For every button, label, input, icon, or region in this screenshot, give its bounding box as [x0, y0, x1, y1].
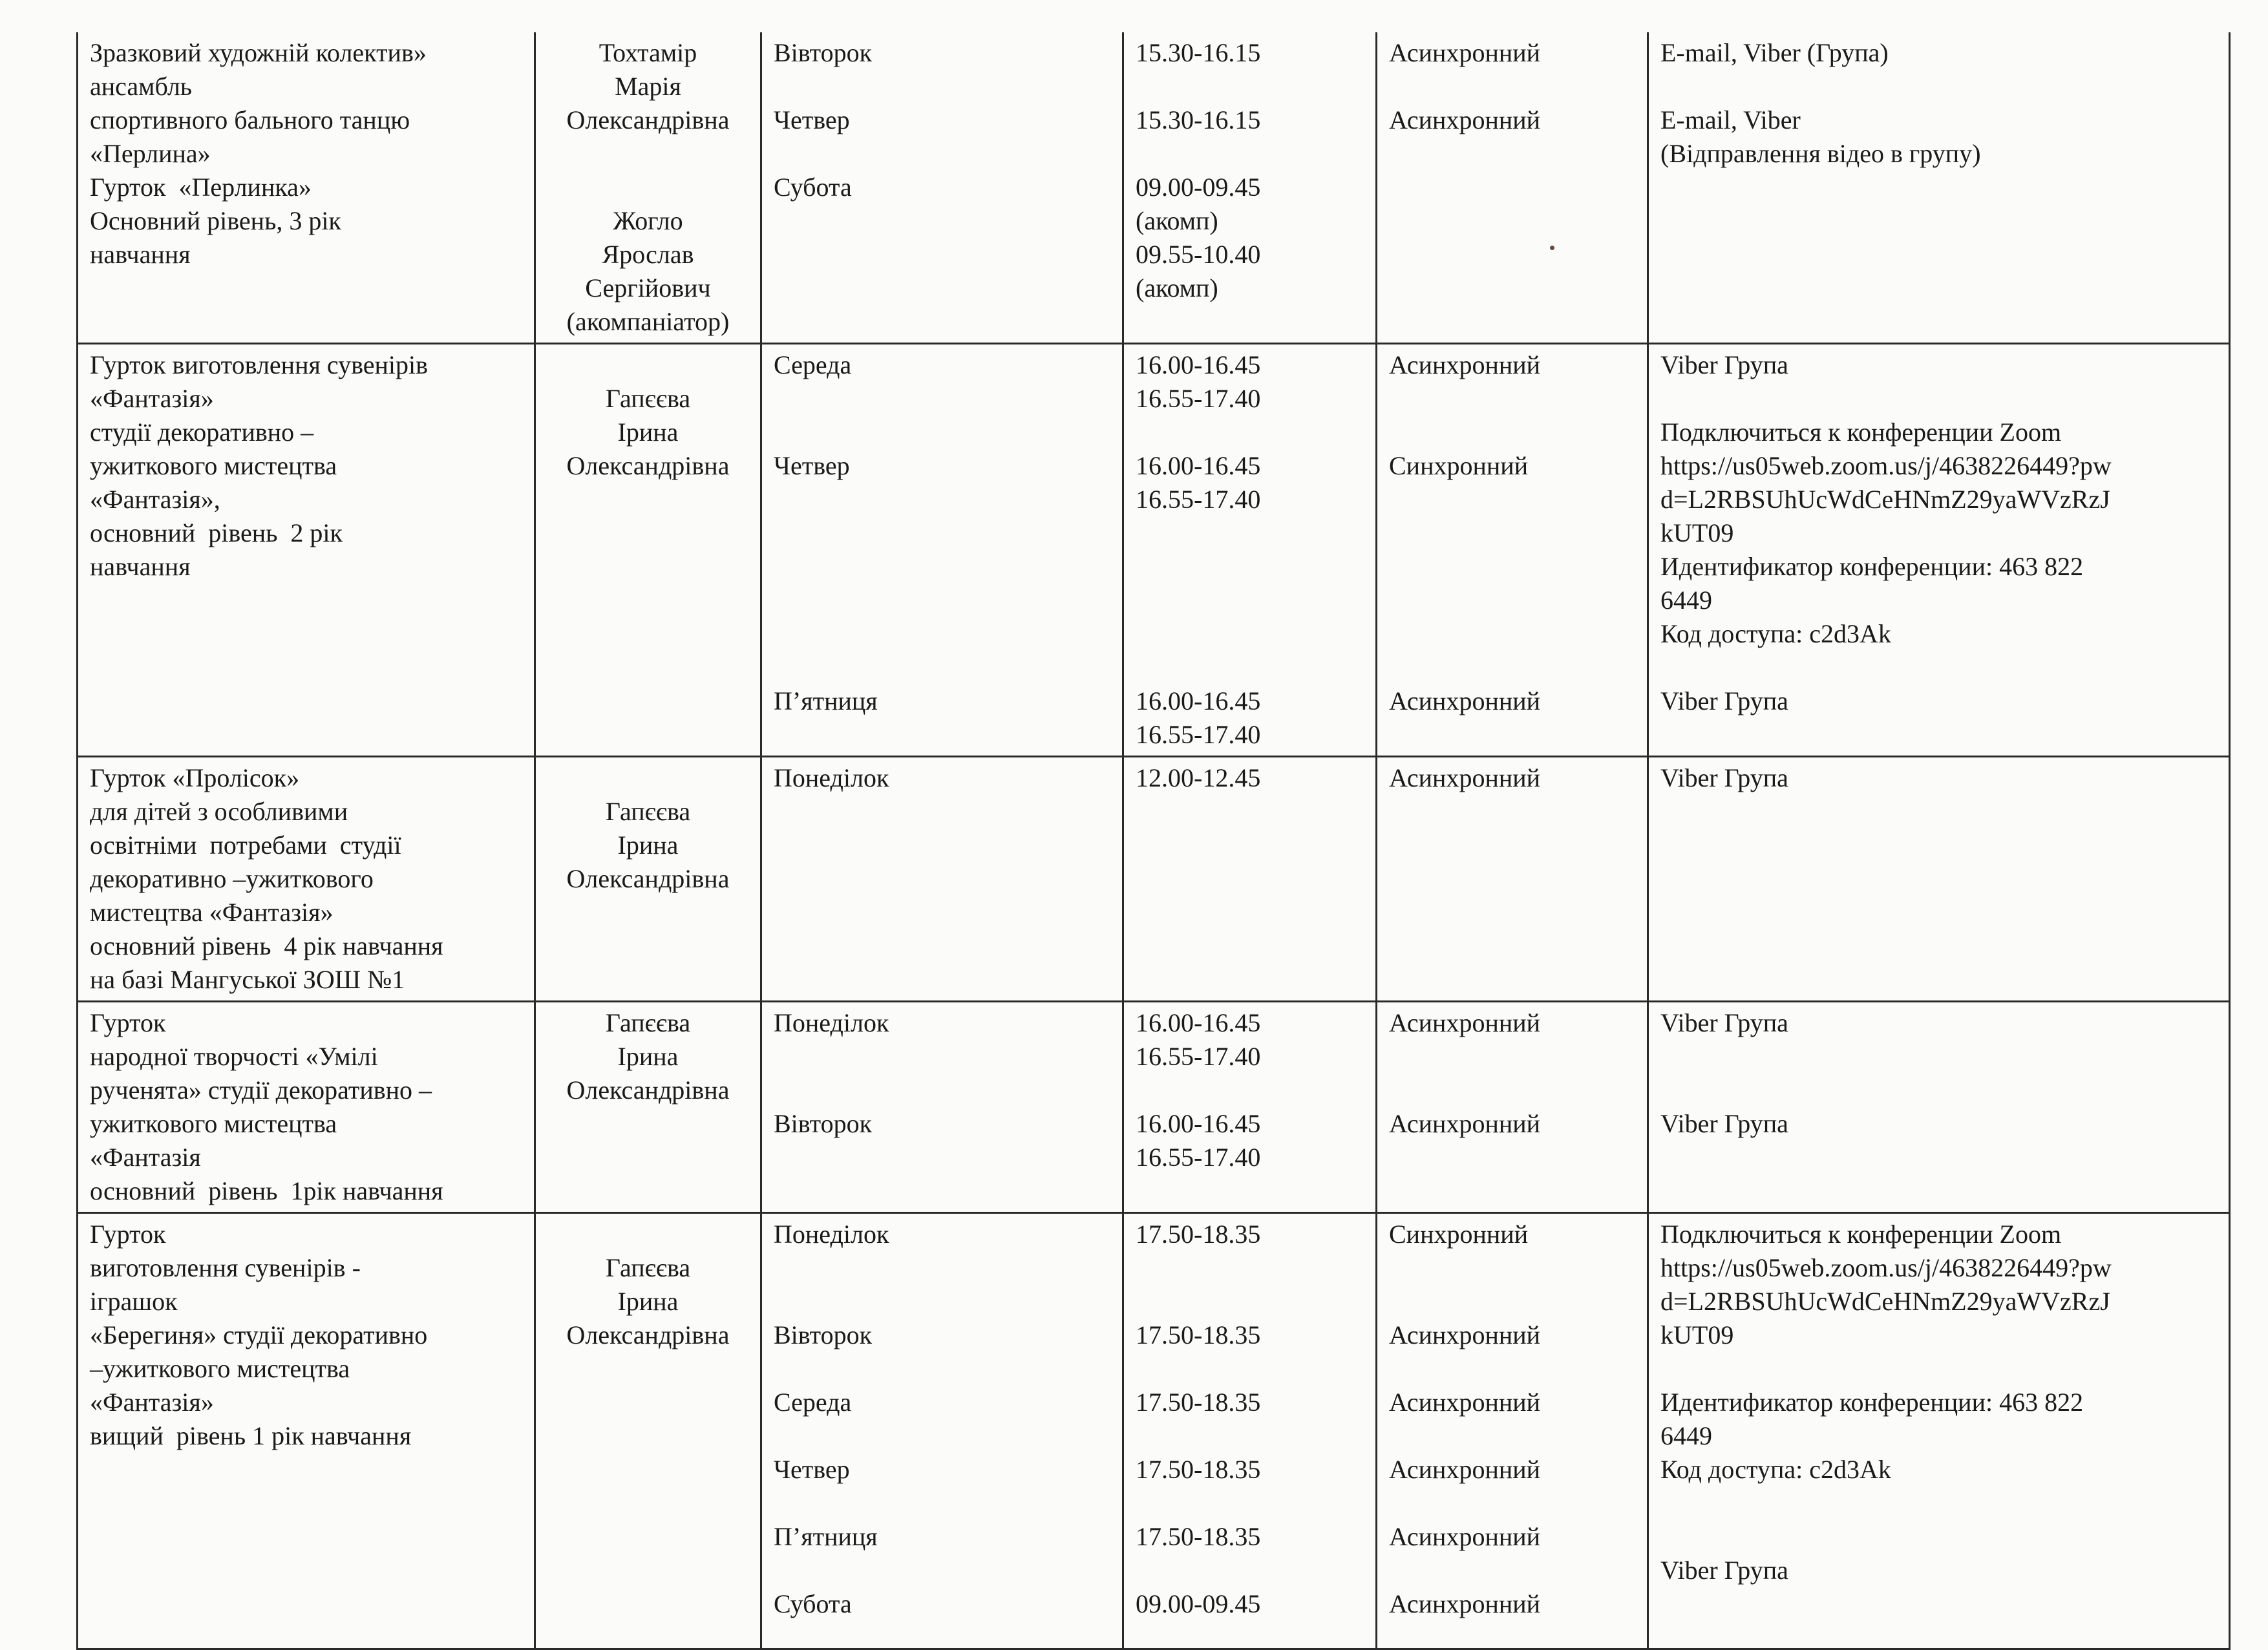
cell-line: 15.30-16.15	[1136, 105, 1261, 134]
cell-line: 6449	[1660, 586, 1712, 615]
day-cell	[761, 1213, 1123, 1649]
cell-line: Синхронний	[1389, 451, 1529, 480]
cell-line: 16.55-17.40	[1136, 485, 1261, 514]
day-cell	[761, 757, 1123, 1002]
cell-line: Синхронний	[1389, 1220, 1529, 1249]
cell-line: 17.50-18.35	[1136, 1220, 1261, 1249]
cell-line: Асинхронний	[1389, 350, 1541, 379]
cell-line	[774, 1040, 1110, 1074]
cell-line	[1389, 1285, 1635, 1318]
cell-line	[1136, 584, 1364, 617]
cell-line: на базі Мангуської ЗОШ №1	[90, 965, 405, 994]
cell-line: Ірина	[617, 1287, 679, 1316]
cell-line	[1136, 70, 1364, 103]
cell-line: студії декоративно –	[90, 418, 314, 447]
cell-line: навчання	[90, 240, 191, 269]
cell-line	[774, 584, 1110, 617]
cell-line: Вівторок	[774, 1320, 873, 1349]
cell-line: 16.55-17.40	[1136, 1042, 1261, 1071]
cell-line	[547, 348, 748, 382]
cell-line	[774, 1251, 1110, 1285]
cell-line: Вівторок	[774, 38, 873, 67]
cell-line	[774, 1285, 1110, 1318]
cell-line: Понеділок	[774, 1220, 889, 1249]
cell-line: Асинхронний	[1389, 1522, 1541, 1551]
cell-line	[1389, 1419, 1635, 1453]
link-cell	[1648, 344, 2230, 757]
cell-line	[1136, 137, 1364, 171]
schedule-sheet	[76, 32, 2229, 1618]
cell-line	[1389, 1554, 1635, 1587]
cell-line	[1389, 1486, 1635, 1520]
table-row	[78, 32, 2230, 344]
cell-line	[1136, 1554, 1364, 1587]
cell-line	[1136, 1251, 1364, 1285]
link-cell	[1648, 32, 2230, 344]
cell-line	[774, 382, 1110, 416]
cell-line: kUT09	[1660, 1320, 1734, 1349]
day-cell	[761, 1002, 1123, 1213]
cell-line: Ярослав	[602, 240, 694, 269]
cell-line: Ірина	[617, 830, 679, 860]
cell-line: Четвер	[774, 1455, 850, 1484]
cell-line: ансамбль	[90, 72, 193, 101]
cell-line	[774, 1074, 1110, 1107]
cell-line: вищий рівень 1 рік навчання	[90, 1421, 412, 1450]
schedule-table	[76, 32, 2231, 1650]
cell-line	[1660, 1074, 2217, 1107]
cell-line: Асинхронний	[1389, 38, 1541, 67]
cell-line: «Фантазія»	[90, 384, 214, 413]
cell-line: ужиткового мистецтва	[90, 451, 337, 480]
cell-line: Гапєєва	[605, 797, 691, 826]
cell-line	[1660, 1352, 2217, 1386]
cell-line: 17.50-18.35	[1136, 1388, 1261, 1417]
cell-line: https://us05web.zoom.us/j/4638226449?pw	[1660, 1253, 2112, 1282]
cell-line	[1136, 1352, 1364, 1386]
cell-line: Олександрівна	[566, 1075, 730, 1105]
cell-line	[547, 761, 748, 795]
cell-line: основний рівень 4 рік навчання	[90, 931, 443, 960]
cell-line: 16.00-16.45	[1136, 451, 1261, 480]
cell-line: Асинхронний	[1389, 1589, 1541, 1618]
link-cell	[1648, 1213, 2230, 1649]
cell-line: Асинхронний	[1389, 1388, 1541, 1417]
teacher-cell	[535, 32, 761, 344]
cell-line: Гурток виготовлення сувенірів	[90, 350, 429, 379]
cell-line: Субота	[774, 173, 852, 202]
club-name-cell	[78, 1213, 535, 1649]
club-name-cell	[78, 1002, 535, 1213]
cell-line	[1389, 550, 1635, 584]
cell-line: Гурток «Перлинка»	[90, 173, 312, 202]
cell-line	[1660, 1040, 2217, 1074]
cell-line: (акомп)	[1136, 273, 1218, 302]
cell-line: Viber Група	[1660, 686, 1788, 715]
cell-line	[774, 516, 1110, 550]
cell-line: Сергійович	[585, 273, 711, 302]
cell-line	[774, 70, 1110, 103]
cell-line: Основний рівень, 3 рік	[90, 206, 341, 235]
cell-line	[1136, 1074, 1364, 1107]
cell-line: спортивного бального танцю	[90, 105, 410, 134]
club-name-cell	[78, 757, 535, 1002]
cell-line: Зразковий художній колектив»	[90, 38, 427, 67]
teacher-cell	[535, 1002, 761, 1213]
cell-line: Код доступа: c2d3Ak	[1660, 619, 1891, 648]
cell-line: 12.00-12.45	[1136, 763, 1261, 792]
table-row	[78, 1213, 2230, 1649]
mode-cell	[1377, 1213, 1648, 1649]
cell-line: Вівторок	[774, 1109, 873, 1138]
cell-line: 15.30-16.15	[1136, 38, 1261, 67]
cell-line	[1389, 1352, 1635, 1386]
cell-line	[774, 651, 1110, 684]
cell-line: «Берегиня» студії декоративно	[90, 1320, 428, 1349]
cell-line	[1389, 584, 1635, 617]
cell-line: 6449	[1660, 1421, 1712, 1450]
cell-line: Идентификатор конференции: 463 822	[1660, 1388, 2084, 1417]
cell-line: Гапєєва	[605, 1008, 691, 1037]
cell-line: Гурток «Пролісок»	[90, 763, 300, 792]
cell-line: Гапєєва	[605, 1253, 691, 1282]
link-cell	[1648, 1002, 2230, 1213]
cell-line	[1136, 516, 1364, 550]
cell-line: Асинхронний	[1389, 1008, 1541, 1037]
cell-line: П’ятниця	[774, 686, 878, 715]
cell-line	[547, 171, 748, 204]
cell-line: «Фантазія	[90, 1143, 201, 1172]
cell-line: 16.00-16.45	[1136, 686, 1261, 715]
cell-line: 17.50-18.35	[1136, 1455, 1261, 1484]
cell-line	[1136, 1486, 1364, 1520]
table-row	[78, 344, 2230, 757]
cell-line	[1660, 651, 2217, 684]
cell-line: освітніми потребами студії	[90, 830, 401, 860]
scan-speck	[1550, 246, 1554, 250]
cell-line: Код доступа: c2d3Ak	[1660, 1455, 1891, 1484]
cell-line: 09.00-09.45	[1136, 1589, 1261, 1618]
cell-line	[1136, 651, 1364, 684]
cell-line: «Фантазія»,	[90, 485, 220, 514]
cell-line: kUT09	[1660, 518, 1734, 547]
cell-line: рученята» студії декоративно –	[90, 1075, 432, 1105]
cell-line: (акомпаніатор)	[566, 307, 730, 336]
cell-line: E-mail, Viber (Група)	[1660, 38, 1889, 67]
cell-line: П’ятниця	[774, 1522, 878, 1551]
cell-line: Субота	[774, 1589, 852, 1618]
cell-line	[774, 1419, 1110, 1453]
cell-line	[1389, 1074, 1635, 1107]
cell-line: Тохтамір	[599, 38, 697, 67]
cell-line: Асинхронний	[1389, 686, 1541, 715]
cell-line: 16.00-16.45	[1136, 1008, 1261, 1037]
time-cell	[1123, 757, 1377, 1002]
cell-line	[1136, 1419, 1364, 1453]
cell-line: Гапєєва	[605, 384, 691, 413]
cell-line	[1660, 70, 2217, 103]
cell-line	[1660, 382, 2217, 416]
cell-line: Viber Група	[1660, 1556, 1788, 1585]
mode-cell	[1377, 1002, 1648, 1213]
mode-cell	[1377, 32, 1648, 344]
cell-line	[774, 550, 1110, 584]
cell-line	[1389, 382, 1635, 416]
cell-line: 16.00-16.45	[1136, 350, 1261, 379]
teacher-cell	[535, 757, 761, 1002]
cell-line: Viber Група	[1660, 763, 1788, 792]
cell-line: Ірина	[617, 1042, 679, 1071]
cell-line: https://us05web.zoom.us/j/4638226449?pw	[1660, 451, 2112, 480]
cell-line: основний рівень 2 рік	[90, 518, 343, 547]
cell-line: ужиткового мистецтва	[90, 1109, 337, 1138]
cell-line: Четвер	[774, 105, 850, 134]
cell-line: Олександрівна	[566, 105, 730, 134]
cell-line: d=L2RBSUhUcWdCeHNmZ29yaWVzRzJ	[1660, 485, 2110, 514]
cell-line	[774, 137, 1110, 171]
cell-line	[1389, 70, 1635, 103]
cell-line: Подключиться к конференции Zoom	[1660, 1220, 2062, 1249]
day-cell	[761, 344, 1123, 757]
cell-line: E-mail, Viber	[1660, 105, 1801, 134]
cell-line: мистецтва «Фантазія»	[90, 898, 334, 927]
cell-line: (Відправлення відео в групу)	[1660, 139, 1981, 168]
mode-cell	[1377, 344, 1648, 757]
cell-line	[1389, 1040, 1635, 1074]
cell-line: 16.00-16.45	[1136, 1109, 1261, 1138]
cell-line: Четвер	[774, 451, 850, 480]
cell-line: «Фантазія»	[90, 1388, 214, 1417]
cell-line	[1136, 1285, 1364, 1318]
cell-line: Гурток	[90, 1008, 166, 1037]
cell-line	[1389, 1251, 1635, 1285]
cell-line: Понеділок	[774, 1008, 889, 1037]
cell-line: Асинхронний	[1389, 105, 1541, 134]
link-cell	[1648, 757, 2230, 1002]
cell-line: Подключиться к конференции Zoom	[1660, 418, 2062, 447]
cell-line: для дітей з особливими	[90, 797, 348, 826]
cell-line: Ірина	[617, 418, 679, 447]
table-row	[78, 757, 2230, 1002]
club-name-cell	[78, 32, 535, 344]
cell-line: Viber Група	[1660, 1109, 1788, 1138]
cell-line: Асинхронний	[1389, 1455, 1541, 1484]
cell-line: Гурток	[90, 1220, 166, 1249]
cell-line: 17.50-18.35	[1136, 1522, 1261, 1551]
cell-line: (акомп)	[1136, 206, 1218, 235]
cell-line: основний рівень 1рік навчання	[90, 1176, 443, 1205]
cell-line	[1660, 1486, 2217, 1520]
cell-line: виготовлення сувенірів -	[90, 1253, 361, 1282]
cell-line: 16.55-17.40	[1136, 720, 1261, 749]
cell-line: Viber Група	[1660, 350, 1788, 379]
cell-line: Марія	[615, 72, 681, 101]
cell-line: народної творчості «Умілі	[90, 1042, 378, 1071]
cell-line: іграшок	[90, 1287, 178, 1316]
cell-line: 17.50-18.35	[1136, 1320, 1261, 1349]
cell-line	[1389, 483, 1635, 516]
cell-line: 16.55-17.40	[1136, 1143, 1261, 1172]
cell-line	[774, 416, 1110, 449]
cell-line: Понеділок	[774, 763, 889, 792]
cell-line: 09.55-10.40	[1136, 240, 1261, 269]
cell-line: Олександрівна	[566, 1320, 730, 1349]
time-cell	[1123, 344, 1377, 757]
teacher-cell	[535, 344, 761, 757]
teacher-cell	[535, 1213, 761, 1649]
cell-line	[1389, 617, 1635, 651]
cell-line: d=L2RBSUhUcWdCeHNmZ29yaWVzRzJ	[1660, 1287, 2110, 1316]
mode-cell	[1377, 757, 1648, 1002]
cell-line	[1136, 617, 1364, 651]
cell-line: декоративно –ужиткового	[90, 864, 374, 893]
table-row	[78, 1002, 2230, 1213]
cell-line: 09.00-09.45	[1136, 173, 1261, 202]
cell-line: «Перлина»	[90, 139, 211, 168]
cell-line	[774, 1352, 1110, 1386]
cell-line	[1389, 651, 1635, 684]
time-cell	[1123, 32, 1377, 344]
cell-line	[1389, 516, 1635, 550]
cell-line: –ужиткового мистецтва	[90, 1354, 350, 1383]
cell-line	[774, 1554, 1110, 1587]
cell-line	[774, 617, 1110, 651]
cell-line: навчання	[90, 552, 191, 581]
cell-line: Viber Група	[1660, 1008, 1788, 1037]
cell-line	[1660, 1520, 2217, 1554]
time-cell	[1123, 1002, 1377, 1213]
cell-line: Середа	[774, 1388, 852, 1417]
day-cell	[761, 32, 1123, 344]
cell-line: Олександрівна	[566, 864, 730, 893]
time-cell	[1123, 1213, 1377, 1649]
cell-line	[1389, 416, 1635, 449]
cell-line	[774, 1486, 1110, 1520]
cell-line	[547, 1218, 748, 1251]
cell-line	[547, 137, 748, 171]
cell-line	[1136, 416, 1364, 449]
cell-line: Асинхронний	[1389, 1320, 1541, 1349]
cell-line: Жогло	[613, 206, 683, 235]
cell-line: Асинхронний	[1389, 763, 1541, 792]
club-name-cell	[78, 344, 535, 757]
cell-line	[774, 483, 1110, 516]
cell-line: 16.55-17.40	[1136, 384, 1261, 413]
cell-line: Олександрівна	[566, 451, 730, 480]
cell-line	[1136, 550, 1364, 584]
cell-line: Асинхронний	[1389, 1109, 1541, 1138]
cell-line: Идентификатор конференции: 463 822	[1660, 552, 2084, 581]
cell-line: Середа	[774, 350, 852, 379]
